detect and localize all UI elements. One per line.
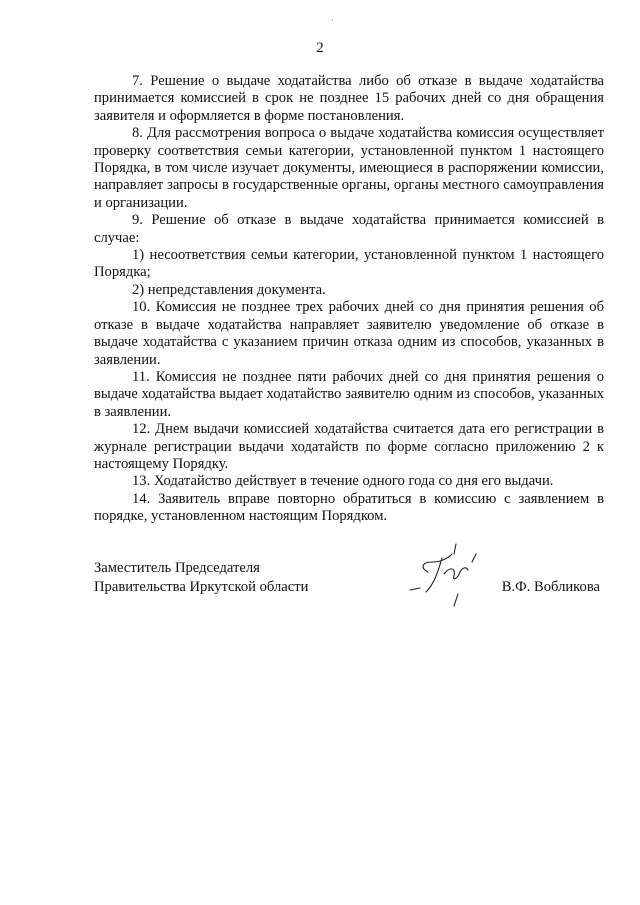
signature-block [94,559,604,597]
paragraph-9-item-2: 2) непредставления документа. [132,281,326,298]
page-top-mark: · [331,16,334,25]
paragraph-14: 14. Заявитель вправе повторно обратиться в комиссию с заявлением в порядке, установленном настоящим Порядком. [94,490,604,525]
paragraph-13: 13. Ходатайство действует в течение одного года со дня его выдачи. [132,473,554,490]
paragraph-7: 7. Решение о выдаче ходатайства либо об отказе в выдаче ходатайства принимается комиссией в срок не позднее 15 рабочих дней со дня обращения заявителя и оформляется в форме постановления. [94,73,604,124]
page-number: 2 [316,40,324,56]
paragraph-12: 12. Днем выдачи комиссией ходатайства считается дата его регистрации в журнале регистрации выдачи ходатайств по форме согласно приложению 2 к настоящему Порядку. [94,421,604,472]
paragraph-9: 9. Решение об отказе в выдаче ходатайства принимается комиссией в случае: [94,212,604,246]
paragraph-9-item-1: 1) несоответствия семьи категории, установленной пунктом 1 настоящего Порядка; [94,247,604,281]
paragraph-11: 11. Комиссия не позднее пяти рабочих дней со дня принятия решения о выдаче ходатайства выдает ходатайство заявителю одним из способов, указанных в заявлении. [94,368,604,420]
paragraph-8: 8. Для рассмотрения вопроса о выдаче ходатайства комиссия осуществляет проверку соответствия семьи категории, установленной пунктом 1 настоящего Порядка, в том числе изучает документы, имеющиеся в распоряжении комиссии, направляет запросы в государственные органы, органы местного самоуправления и организации. [94,125,604,211]
signer-title-line-1: Заместитель Председателя [94,560,260,576]
paragraph-10: 10. Комиссия не позднее трех рабочих дней со дня принятия решения об отказе в выдаче ходатайства направляет заявителю уведомление об отказе в выдаче ходатайства с указанием причин отказа одним из способов, указанных в заявлении. [94,299,604,368]
signer-title-line-2: Правительства Иркутской области [94,579,309,595]
signer-name: В.Ф. Вобликова [501,579,600,595]
document-body [94,73,604,526]
